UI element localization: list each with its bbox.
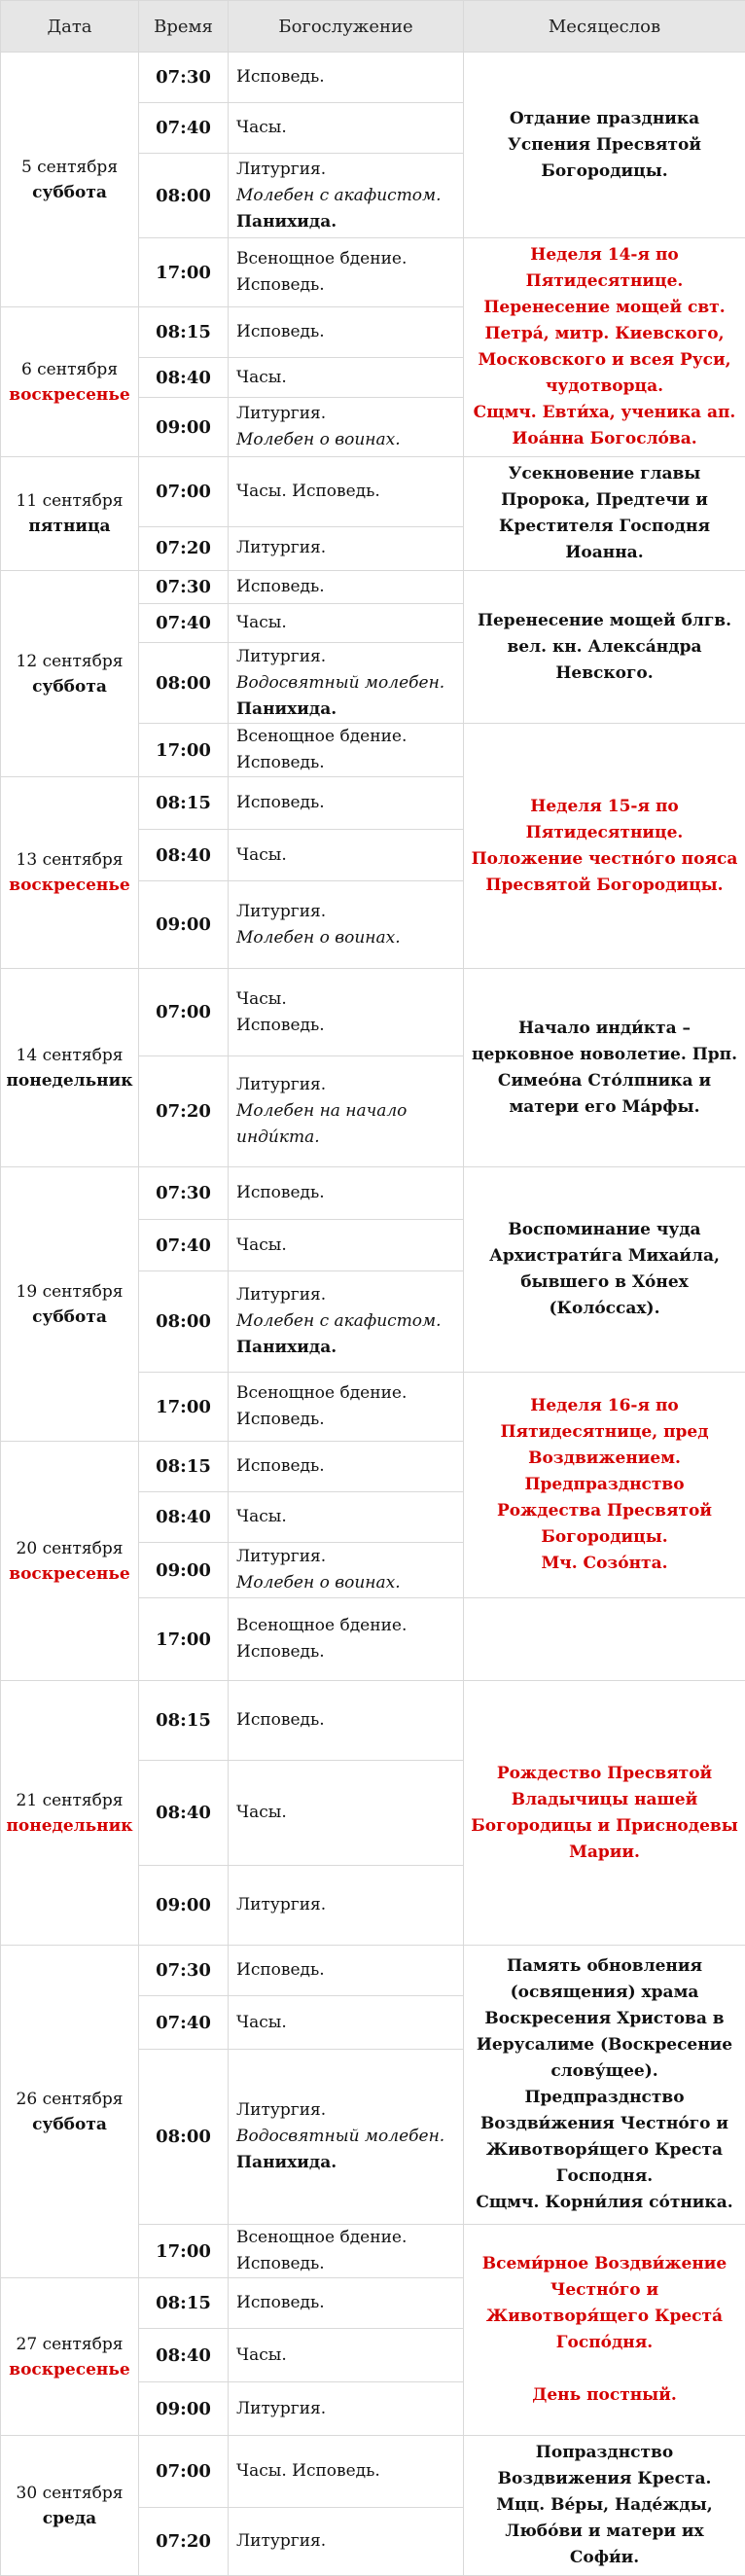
date-cell <box>1 777 139 969</box>
menologion-cell <box>464 1167 745 1373</box>
service-cell <box>229 457 464 527</box>
service-line: Часы. <box>236 2010 463 2036</box>
header-menologion: Месяцеслов <box>464 1 745 53</box>
time-cell: 08:40 <box>139 1761 229 1866</box>
date-label: 27 сентября <box>17 2335 124 2354</box>
time-cell: 17:00 <box>139 1598 229 1681</box>
service-cell <box>229 724 464 777</box>
service-cell <box>229 1996 464 2050</box>
time-cell: 08:00 <box>139 643 229 724</box>
service-cell <box>229 398 464 457</box>
menologion-text: Неделя 15-я по Пятидесятнице. <box>470 794 739 846</box>
menologion-text: День постный. <box>470 2382 739 2409</box>
service-line: Литургия. <box>236 644 463 670</box>
menologion-cell <box>464 1946 745 2225</box>
table-row <box>1 969 745 1056</box>
service-line: Литургия. <box>236 1282 463 1308</box>
date-cell <box>1 1167 139 1442</box>
service-line: Исповедь. <box>236 272 463 299</box>
service-line: Часы. <box>236 842 463 869</box>
service-line: Часы. <box>236 2343 463 2369</box>
schedule-body <box>1 53 745 2576</box>
date-cell <box>1 307 139 457</box>
service-line: Водосвятный молебен. <box>236 670 463 697</box>
time-cell: 07:40 <box>139 604 229 643</box>
service-cell <box>229 1167 464 1220</box>
date-cell <box>1 2436 139 2576</box>
time-cell: 08:40 <box>139 830 229 881</box>
service-cell <box>229 1373 464 1442</box>
table-row <box>1 571 745 604</box>
service-line: Панихида. <box>236 697 463 723</box>
service-line: Исповедь. <box>236 574 463 600</box>
time-cell: 17:00 <box>139 1373 229 1442</box>
time-cell: 07:40 <box>139 1220 229 1271</box>
service-line: Исповедь. <box>236 1013 463 1039</box>
menologion-text: Воспоминание чуда Архистрати́га Михаи́ла, бывшего в Хо́нех (Коло́ссах). <box>470 1217 739 1322</box>
service-cell <box>229 1598 464 1681</box>
time-cell: 07:20 <box>139 1056 229 1167</box>
date-label: 13 сентября <box>17 850 124 870</box>
service-line: Часы. Исповедь. <box>236 479 463 505</box>
service-cell <box>229 2050 464 2225</box>
service-cell <box>229 571 464 604</box>
service-cell <box>229 307 464 358</box>
service-cell <box>229 604 464 643</box>
menologion-cell <box>464 457 745 571</box>
time-cell: 17:00 <box>139 2225 229 2278</box>
table-row <box>1 53 745 103</box>
date-cell <box>1 1946 139 2278</box>
date-cell <box>1 1442 139 1681</box>
menologion-text: Усекновение главы Пророка, Предтечи и Крестителя Господня Иоанна. <box>470 461 739 566</box>
service-cell <box>229 1271 464 1373</box>
header-time: Время <box>139 1 229 53</box>
service-cell <box>229 2508 464 2576</box>
service-line: Молебен о воинах. <box>236 925 463 951</box>
menologion-cell <box>464 2436 745 2576</box>
date-label: 19 сентября <box>17 1282 124 1302</box>
service-line: Литургия. <box>236 899 463 925</box>
time-cell: 08:00 <box>139 154 229 238</box>
service-cell <box>229 1543 464 1598</box>
menologion-cell <box>464 2225 745 2436</box>
time-cell: 08:15 <box>139 777 229 830</box>
time-cell: 08:00 <box>139 1271 229 1373</box>
service-cell <box>229 1761 464 1866</box>
menologion-cell <box>464 238 745 457</box>
weekday-label: суббота <box>1 180 138 205</box>
service-cell <box>229 1681 464 1761</box>
menologion-text: Попразднство Воздвижения Креста. <box>470 2440 739 2492</box>
time-cell: 09:00 <box>139 1543 229 1598</box>
weekday-label: воскресенье <box>1 873 138 898</box>
date-cell <box>1 1681 139 1946</box>
service-cell <box>229 358 464 398</box>
time-cell: 17:00 <box>139 724 229 777</box>
menologion-text: Всеми́рное Воздви́жение Честно́го и Животворя́щего Креста́ Госпо́дня. <box>470 2251 739 2356</box>
date-label: 21 сентября <box>17 1791 124 1810</box>
time-cell: 07:30 <box>139 1167 229 1220</box>
service-cell <box>229 2278 464 2329</box>
service-line: Литургия. <box>236 1072 463 1098</box>
weekday-label: суббота <box>1 674 138 699</box>
service-line: Часы. Исповедь. <box>236 2458 463 2485</box>
date-cell <box>1 571 139 777</box>
date-label: 26 сентября <box>17 2090 124 2109</box>
date-label: 20 сентября <box>17 1539 124 1558</box>
time-cell: 08:15 <box>139 1681 229 1761</box>
time-cell: 09:00 <box>139 881 229 969</box>
service-cell <box>229 1220 464 1271</box>
service-line: Молебен о воинах. <box>236 427 463 453</box>
date-label: 30 сентября <box>17 2484 124 2503</box>
time-cell: 09:00 <box>139 398 229 457</box>
service-line: Часы. <box>236 610 463 636</box>
service-line: Исповедь. <box>236 1407 463 1433</box>
menologion-text: Положение честно́го пояса Пресвятой Богородицы. <box>470 846 739 899</box>
menologion-cell <box>464 724 745 969</box>
service-cell <box>229 2225 464 2278</box>
service-line: Литургия. <box>236 1892 463 1918</box>
service-cell <box>229 777 464 830</box>
date-label: 5 сентября <box>21 158 118 177</box>
weekday-label: воскресенье <box>1 2357 138 2382</box>
service-line: Всенощное бдение. <box>236 724 463 750</box>
menologion-text: Сщмч. Корни́лия со́тника. <box>470 2190 739 2216</box>
service-line: Всенощное бдение. <box>236 1380 463 1407</box>
weekday-label: среда <box>1 2506 138 2531</box>
service-line: Часы. <box>236 1504 463 1530</box>
menologion-text: Предпразднство Рождества Пресвятой Богородицы. <box>470 1472 739 1551</box>
service-line: Молебен с акафистом. <box>236 1308 463 1335</box>
service-line: Всенощное бдение. <box>236 246 463 272</box>
service-line: Исповедь. <box>236 1957 463 1984</box>
service-cell <box>229 53 464 103</box>
menologion-text: Неделя 14-я по Пятидесятнице. <box>470 242 739 295</box>
time-cell: 07:20 <box>139 526 229 570</box>
menologion-cell <box>464 571 745 724</box>
table-header-row <box>1 1 745 53</box>
service-line: Литургия. <box>236 2528 463 2555</box>
header-date: Дата <box>1 1 139 53</box>
service-cell <box>229 969 464 1056</box>
time-cell: 08:15 <box>139 307 229 358</box>
service-line: Водосвятный молебен. <box>236 2124 463 2150</box>
date-label: 12 сентября <box>17 652 124 671</box>
time-cell: 07:40 <box>139 1996 229 2050</box>
service-line: Панихида. <box>236 1335 463 1361</box>
service-cell <box>229 238 464 307</box>
menologion-text: Начало инди́кта – церковное новолетие. Прп. Симео́на Сто́лпника и матери его Ма́рфы. <box>470 1016 739 1121</box>
service-line: Исповедь. <box>236 1180 463 1206</box>
time-cell: 07:00 <box>139 969 229 1056</box>
menologion-spacer <box>470 2356 739 2382</box>
service-line: Молебен на начало инди́кта. <box>236 1098 463 1151</box>
service-line: Исповедь. <box>236 2251 463 2277</box>
weekday-label: воскресенье <box>1 382 138 408</box>
weekday-label: понедельник <box>1 1068 138 1093</box>
service-line: Исповедь. <box>236 2290 463 2316</box>
service-cell <box>229 154 464 238</box>
time-cell: 08:15 <box>139 1442 229 1492</box>
weekday-label: суббота <box>1 1305 138 1330</box>
date-label: 14 сентября <box>17 1046 124 1065</box>
service-line: Часы. <box>236 115 463 141</box>
service-cell <box>229 2382 464 2436</box>
service-line: Литургия. <box>236 1544 463 1570</box>
table-row <box>1 2436 745 2508</box>
table-row <box>1 1946 745 1996</box>
menologion-text: Память обновления (освящения) храма Воскресения Христова в Иерусалиме (Воскресение слову́щее). <box>470 1953 739 2085</box>
time-cell: 08:40 <box>139 1492 229 1543</box>
menologion-text: Рождество Пресвятой Владычицы нашей Богородицы и Приснодевы Марии. <box>470 1761 739 1866</box>
service-line: Исповедь. <box>236 1707 463 1734</box>
service-line: Всенощное бдение. <box>236 2225 463 2251</box>
menologion-text: Перенесение мощей свт. Петра́, митр. Киевского, Московского и всея Руси, чудотворца. <box>470 295 739 400</box>
time-cell: 09:00 <box>139 2382 229 2436</box>
date-cell <box>1 2278 139 2436</box>
service-line: Литургия. <box>236 401 463 427</box>
date-cell <box>1 53 139 307</box>
time-cell: 08:00 <box>139 2050 229 2225</box>
menologion-text: Предпразднство Воздви́жения Честно́го и Животворя́щего Креста Господня. <box>470 2085 739 2190</box>
service-line: Часы. <box>236 365 463 391</box>
date-label: 6 сентября <box>21 360 118 379</box>
menologion-cell <box>464 1681 745 1946</box>
time-cell: 07:30 <box>139 571 229 604</box>
time-cell: 07:40 <box>139 103 229 154</box>
time-cell: 07:20 <box>139 2508 229 2576</box>
menologion-text: Неделя 16-я по Пятидесятнице, пред Воздвижением. <box>470 1393 739 1472</box>
service-cell <box>229 1492 464 1543</box>
service-cell <box>229 1866 464 1946</box>
menologion-text: Мч. Созо́нта. <box>470 1551 739 1577</box>
service-line: Литургия. <box>236 535 463 561</box>
service-line: Исповедь. <box>236 64 463 90</box>
menologion-cell <box>464 1373 745 1598</box>
table-row <box>1 1681 745 1761</box>
service-line: Литургия. <box>236 2097 463 2124</box>
menologion-cell <box>464 969 745 1167</box>
service-cell <box>229 526 464 570</box>
time-cell: 08:40 <box>139 2329 229 2382</box>
service-line: Часы. <box>236 1800 463 1826</box>
time-cell: 07:30 <box>139 1946 229 1996</box>
menologion-text: Отдание праздника Успения Пресвятой Богородицы. <box>470 106 739 185</box>
service-cell <box>229 2329 464 2382</box>
weekday-label: понедельник <box>1 1813 138 1839</box>
header-service: Богослужение <box>229 1 464 53</box>
service-line: Панихида. <box>236 209 463 235</box>
service-line: Литургия. <box>236 2396 463 2422</box>
service-line: Исповедь. <box>236 1453 463 1480</box>
time-cell: 07:00 <box>139 457 229 527</box>
time-cell: 08:40 <box>139 358 229 398</box>
service-cell <box>229 881 464 969</box>
weekday-label: суббота <box>1 2112 138 2137</box>
service-cell <box>229 643 464 724</box>
menologion-cell <box>464 1598 745 1681</box>
service-line: Исповедь. <box>236 790 463 816</box>
service-cell <box>229 2436 464 2508</box>
time-cell: 07:00 <box>139 2436 229 2508</box>
service-line: Исповедь. <box>236 750 463 776</box>
weekday-label: воскресенье <box>1 1561 138 1587</box>
menologion-text: Сщмч. Евти́хa, ученика ап. Иоа́нна Богосло́ва. <box>470 400 739 452</box>
service-line: Литургия. <box>236 157 463 183</box>
date-label: 11 сентября <box>17 491 124 511</box>
service-line: Часы. <box>236 986 463 1013</box>
service-line: Исповедь. <box>236 319 463 345</box>
service-line: Исповедь. <box>236 1639 463 1665</box>
table-row <box>1 457 745 527</box>
time-cell: 17:00 <box>139 238 229 307</box>
service-cell <box>229 1442 464 1492</box>
date-cell <box>1 457 139 571</box>
service-line: Всенощное бдение. <box>236 1613 463 1639</box>
service-cell <box>229 1056 464 1167</box>
time-cell: 08:15 <box>139 2278 229 2329</box>
menologion-text: Перенесение мощей блгв. вел. кн. Алекса́ндра Невского. <box>470 608 739 687</box>
service-line: Молебен о воинах. <box>236 1570 463 1596</box>
time-cell: 07:30 <box>139 53 229 103</box>
service-line: Часы. <box>236 1233 463 1259</box>
menologion-cell <box>464 53 745 238</box>
service-line: Молебен с акафистом. <box>236 183 463 209</box>
service-cell <box>229 830 464 881</box>
service-line: Панихида. <box>236 2150 463 2176</box>
time-cell: 09:00 <box>139 1866 229 1946</box>
service-cell <box>229 1946 464 1996</box>
table-row <box>1 1167 745 1220</box>
service-cell <box>229 103 464 154</box>
date-cell <box>1 969 139 1167</box>
weekday-label: пятница <box>1 514 138 539</box>
menologion-text: Мцц. Ве́ры, Наде́жды, Любо́ви и матери их Софи́и. <box>470 2492 739 2571</box>
